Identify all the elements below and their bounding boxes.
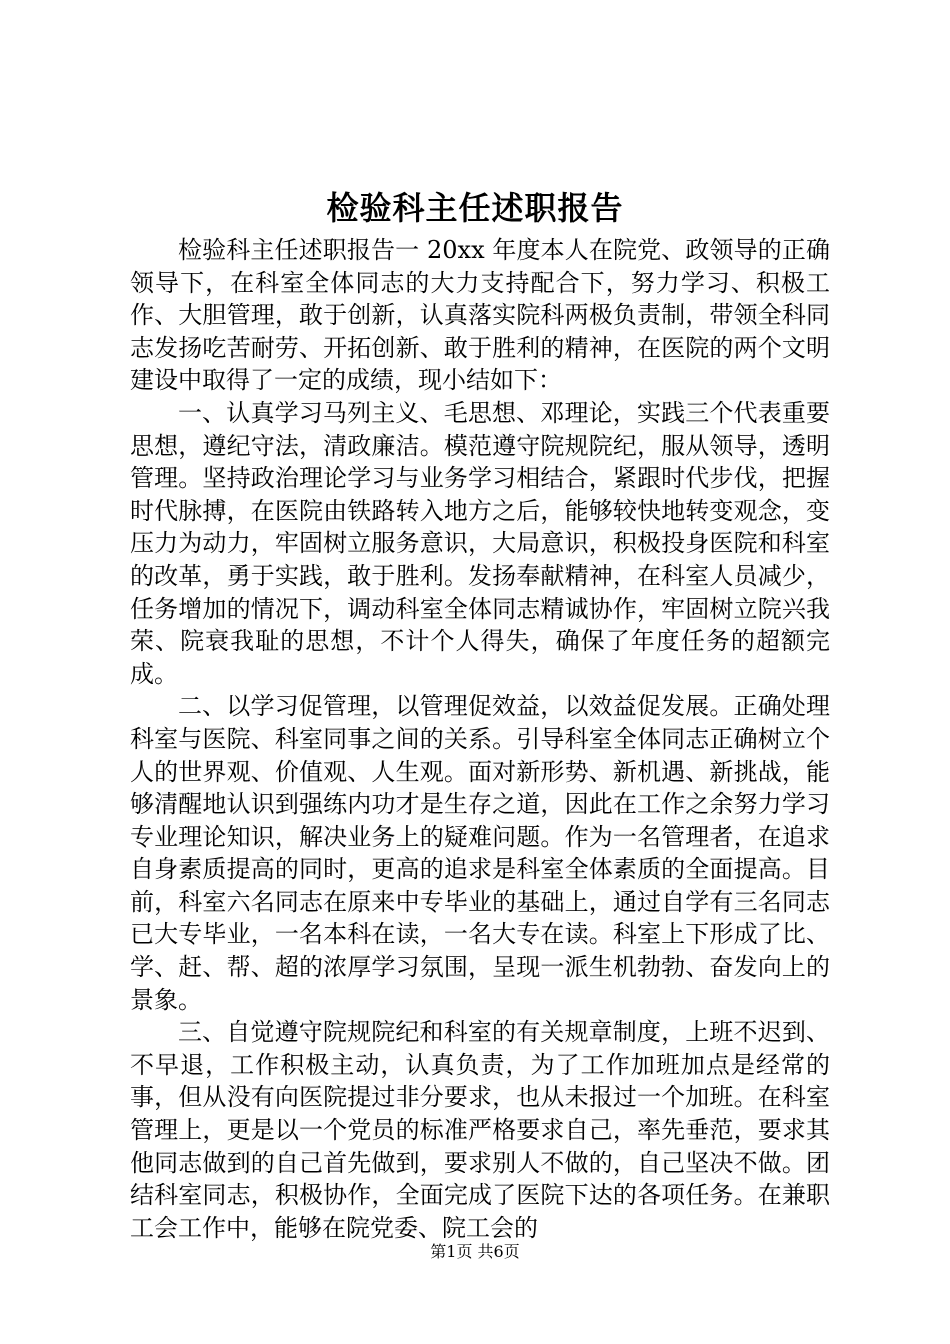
paragraph-intro: 检验科主任述职报告一 20xx 年度本人在院党、政领导的正确领导下，在科室全体同志的大力支持配合下，努力学习、积极工作、大胆管理，敢于创新，认真落实院科两极负责制，带领全科同志发扬吃苦耐劳、开拓创新、敢于胜利的精神，在医院的两个文明建设中取得了一定的成绩，现小结如下：	[130, 236, 830, 395]
document-body	[130, 234, 830, 1244]
document-title: 检验科主任述职报告	[326, 189, 624, 227]
page-number-footer: 第1页 共6页	[430, 1242, 520, 1261]
paragraph-section-1: 一、认真学习马列主义、毛思想、邓理论，实践三个代表重要思想，遵纪守法，清政廉洁。模范遵守院规院纪，服从领导，透明管理。坚持政治理论学习与业务学习相结合，紧跟时代步伐，把握时代脉搏，在医院由铁路转入地方之后，能够较快地转变观念，变压力为动力，牢固树立服务意识，大局意识，积极投身医院和科室的改革，勇于实践，敢于胜利。发扬奉献精神，在科室人员减少，任务增加的情况下，调动科室全体同志精诚协作，牢固树立院兴我荣、院衰我耻的思想，不计个人得失，确保了年度任务的超额完成。	[130, 398, 830, 688]
paragraph-section-3: 三、自觉遵守院规院纪和科室的有关规章制度，上班不迟到、不早退，工作积极主动，认真负责，为了工作加班加点是经常的事，但从没有向医院提过非分要求，也从未报过一个加班。在科室管理上，更是以一个党员的标准严格要求自己，率先垂范，要求其他同志做到的自己首先做到，要求别人不做的，自己坚决不做。团结科室同志，积极协作，全面完成了医院下达的各项任务。在兼职工会工作中，能够在院党委、院工会的	[130, 1018, 830, 1242]
paragraph-section-2: 二、以学习促管理，以管理促效益，以效益促发展。正确处理科室与医院、科室同事之间的关系。引导科室全体同志正确树立个人的世界观、价值观、人生观。面对新形势、新机遇、新挑战，能够清醒地认识到强练内功才是生存之道，因此在工作之余努力学习专业理论知识，解决业务上的疑难问题。作为一名管理者，在追求自身素质提高的同时，更高的追求是科室全体素质的全面提高。目前，科室六名同志在原来中专毕业的基础上，通过自学有三名同志已大专毕业，一名本科在读，一名大专在读。科室上下形成了比、学、赶、帮、超的浓厚学习氛围，呈现一派生机勃勃、奋发向上的景象。	[130, 692, 830, 1014]
